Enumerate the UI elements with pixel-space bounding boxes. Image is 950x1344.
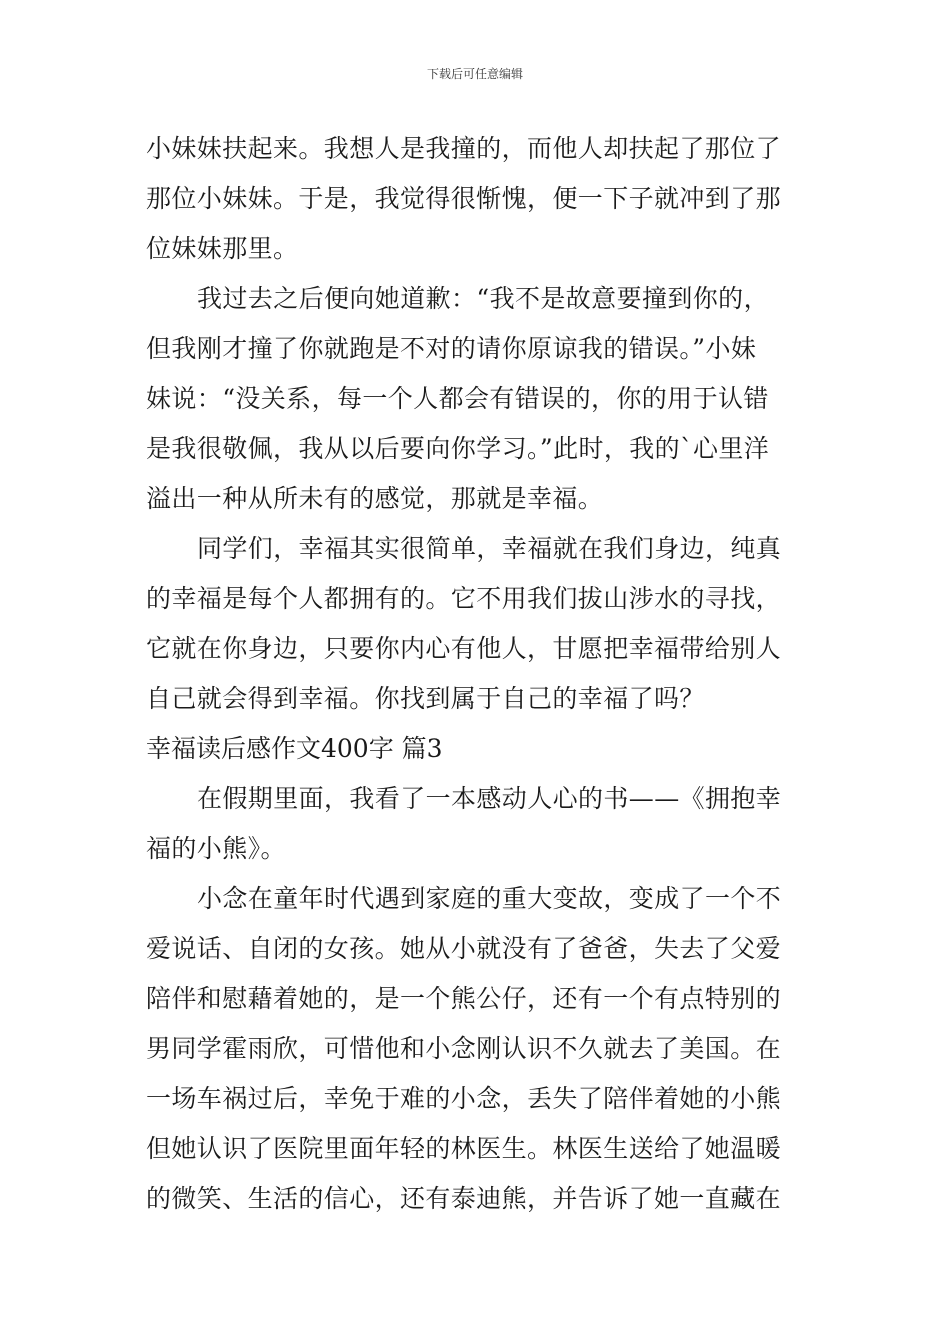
text-line: 福的小熊》。 bbox=[146, 834, 286, 863]
text-line: 但她认识了医院里面年轻的林医生。林医生送给了她温暖 bbox=[146, 1134, 782, 1163]
text-line: 小妹妹扶起来。我想人是我撞的，而他人却扶起了那位了 bbox=[146, 134, 782, 163]
text-line: 它就在你身边，只要你内心有他人，甘愿把幸福带给别人 bbox=[146, 634, 782, 663]
text-line: 一场车祸过后，幸免于难的小念，丢失了陪伴着她的小熊 bbox=[146, 1084, 782, 1113]
text-line: 小念在童年时代遇到家庭的重大变故，变成了一个不 bbox=[197, 884, 782, 913]
text-line: 同学们，幸福其实很简单，幸福就在我们身边，纯真 bbox=[197, 534, 782, 563]
text-line: 的幸福是每个人都拥有的。它不用我们拔山涉水的寻找， bbox=[146, 584, 782, 613]
text-line: 位妹妹那里。 bbox=[146, 234, 299, 263]
text-line: 爱说话、自闭的女孩。她从小就没有了爸爸，失去了父爱 bbox=[146, 934, 782, 963]
text-line: 是我很敬佩，我从以后要向你学习。”此时，我的`心里洋 bbox=[146, 434, 770, 463]
text-line: 溢出一种从所未有的感觉，那就是幸福。 bbox=[146, 484, 604, 513]
text-line: 男同学霍雨欣，可惜他和小念刚认识不久就去了美国。在 bbox=[146, 1034, 782, 1063]
text-line: 陪伴和慰藉着她的，是一个熊公仔，还有一个有点特别的 bbox=[146, 984, 782, 1013]
text-line: 在假期里面，我看了一本感动人心的书——《拥抱幸 bbox=[197, 784, 782, 813]
text-line: 妹说：“没关系，每一个人都会有错误的，你的用于认错 bbox=[146, 384, 769, 413]
text-line: 的微笑、生活的信心，还有泰迪熊，并告诉了她一直藏在 bbox=[146, 1184, 782, 1213]
section-heading: 幸福读后感作文400字 篇3 bbox=[146, 734, 443, 763]
document-body bbox=[146, 124, 808, 1224]
text-line: 自己就会得到幸福。你找到属于自己的幸福了吗？ bbox=[146, 684, 705, 713]
text-line: 那位小妹妹。于是，我觉得很惭愧，便一下子就冲到了那 bbox=[146, 184, 782, 213]
text-line: 但我刚才撞了你就跑是不对的请你原谅我的错误。”小妹 bbox=[146, 334, 757, 363]
page-header: 下载后可任意编辑 bbox=[426, 67, 523, 81]
text-line: 我过去之后便向她道歉：“我不是故意要撞到你的， bbox=[197, 284, 769, 313]
